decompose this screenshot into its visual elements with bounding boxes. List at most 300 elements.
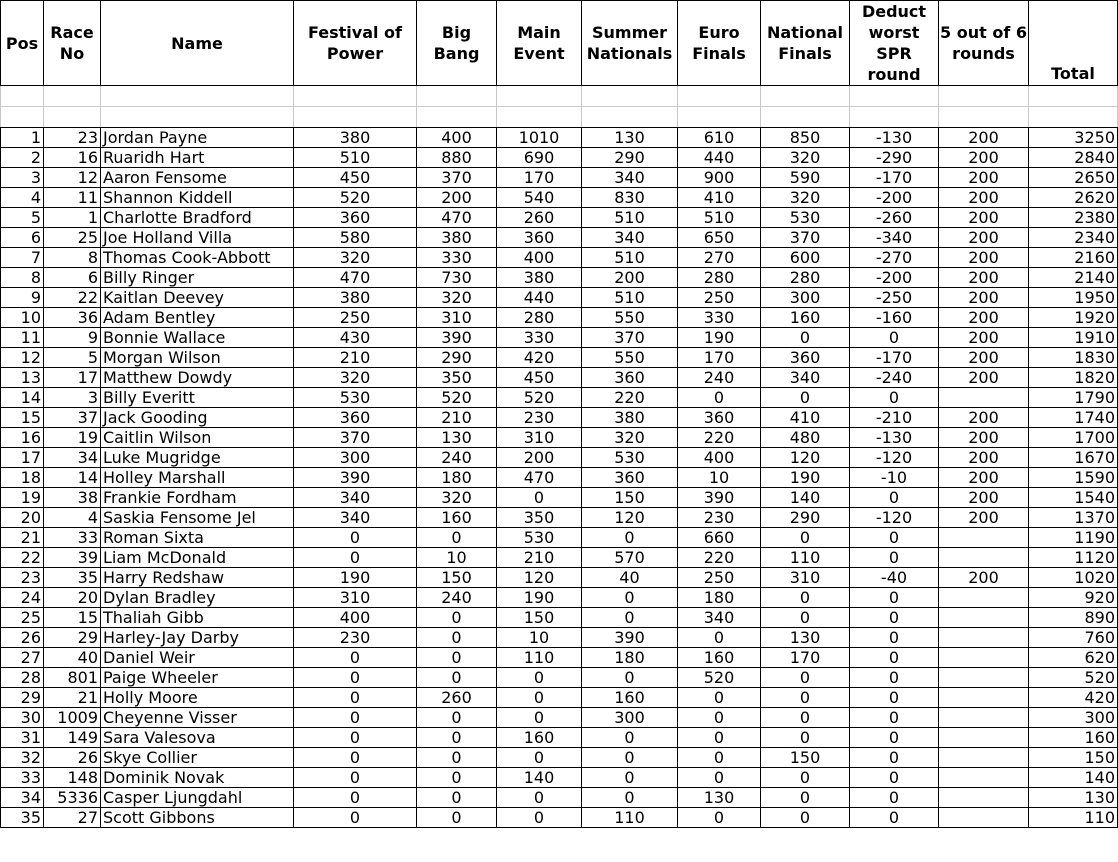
festival-cell[interactable]: 360: [294, 408, 417, 428]
pos-cell[interactable]: 3: [1, 168, 44, 188]
national-finals-cell[interactable]: 320: [761, 188, 850, 208]
total-cell[interactable]: 620: [1029, 648, 1118, 668]
deduct-cell[interactable]: 0: [850, 528, 939, 548]
header-name[interactable]: Name: [101, 1, 294, 86]
race-no-cell[interactable]: 9: [44, 328, 101, 348]
national-finals-cell[interactable]: 0: [761, 608, 850, 628]
name-cell[interactable]: Luke Mugridge: [101, 448, 294, 468]
summer-nationals-cell[interactable]: 0: [582, 668, 678, 688]
empty-cell[interactable]: [497, 86, 582, 107]
pos-cell[interactable]: 32: [1, 748, 44, 768]
national-finals-cell[interactable]: 290: [761, 508, 850, 528]
race-no-cell[interactable]: 34: [44, 448, 101, 468]
total-cell[interactable]: 1910: [1029, 328, 1118, 348]
festival-cell[interactable]: 530: [294, 388, 417, 408]
summer-nationals-cell[interactable]: 130: [582, 128, 678, 148]
race-no-cell[interactable]: 26: [44, 748, 101, 768]
five-of-six-cell[interactable]: [939, 808, 1029, 828]
main-event-cell[interactable]: 0: [497, 788, 582, 808]
deduct-cell[interactable]: -130: [850, 128, 939, 148]
main-event-cell[interactable]: 330: [497, 328, 582, 348]
name-cell[interactable]: Aaron Fensome: [101, 168, 294, 188]
header-main-event[interactable]: Main Event: [497, 1, 582, 86]
big-bang-cell[interactable]: 320: [417, 288, 497, 308]
national-finals-cell[interactable]: 370: [761, 228, 850, 248]
name-cell[interactable]: Jack Gooding: [101, 408, 294, 428]
deduct-cell[interactable]: -200: [850, 268, 939, 288]
total-cell[interactable]: 760: [1029, 628, 1118, 648]
total-cell[interactable]: 300: [1029, 708, 1118, 728]
big-bang-cell[interactable]: 520: [417, 388, 497, 408]
big-bang-cell[interactable]: 310: [417, 308, 497, 328]
five-of-six-cell[interactable]: 200: [939, 488, 1029, 508]
main-event-cell[interactable]: 120: [497, 568, 582, 588]
main-event-cell[interactable]: 230: [497, 408, 582, 428]
euro-finals-cell[interactable]: 390: [678, 488, 761, 508]
total-cell[interactable]: 110: [1029, 808, 1118, 828]
total-cell[interactable]: 890: [1029, 608, 1118, 628]
deduct-cell[interactable]: 0: [850, 628, 939, 648]
pos-cell[interactable]: 30: [1, 708, 44, 728]
pos-cell[interactable]: 33: [1, 768, 44, 788]
header-race-no[interactable]: Race No: [44, 1, 101, 86]
festival-cell[interactable]: 400: [294, 608, 417, 628]
summer-nationals-cell[interactable]: 380: [582, 408, 678, 428]
total-cell[interactable]: 2340: [1029, 228, 1118, 248]
summer-nationals-cell[interactable]: 0: [582, 588, 678, 608]
main-event-cell[interactable]: 540: [497, 188, 582, 208]
name-cell[interactable]: Harley-Jay Darby: [101, 628, 294, 648]
five-of-six-cell[interactable]: [939, 708, 1029, 728]
header-deduct-worst[interactable]: Deduct worst SPR round: [850, 1, 939, 86]
national-finals-cell[interactable]: 0: [761, 588, 850, 608]
euro-finals-cell[interactable]: 360: [678, 408, 761, 428]
empty-cell[interactable]: [678, 86, 761, 107]
name-cell[interactable]: Scott Gibbons: [101, 808, 294, 828]
pos-cell[interactable]: 18: [1, 468, 44, 488]
euro-finals-cell[interactable]: 0: [678, 388, 761, 408]
name-cell[interactable]: Skye Collier: [101, 748, 294, 768]
deduct-cell[interactable]: 0: [850, 688, 939, 708]
race-no-cell[interactable]: 14: [44, 468, 101, 488]
deduct-cell[interactable]: 0: [850, 748, 939, 768]
total-cell[interactable]: 1740: [1029, 408, 1118, 428]
festival-cell[interactable]: 0: [294, 808, 417, 828]
main-event-cell[interactable]: 360: [497, 228, 582, 248]
big-bang-cell[interactable]: 0: [417, 648, 497, 668]
main-event-cell[interactable]: 1010: [497, 128, 582, 148]
name-cell[interactable]: Ruaridh Hart: [101, 148, 294, 168]
euro-finals-cell[interactable]: 340: [678, 608, 761, 628]
big-bang-cell[interactable]: 0: [417, 708, 497, 728]
euro-finals-cell[interactable]: 0: [678, 688, 761, 708]
euro-finals-cell[interactable]: 0: [678, 708, 761, 728]
total-cell[interactable]: 150: [1029, 748, 1118, 768]
pos-cell[interactable]: 31: [1, 728, 44, 748]
five-of-six-cell[interactable]: [939, 548, 1029, 568]
main-event-cell[interactable]: 0: [497, 808, 582, 828]
summer-nationals-cell[interactable]: 570: [582, 548, 678, 568]
five-of-six-cell[interactable]: [939, 788, 1029, 808]
name-cell[interactable]: Cheyenne Visser: [101, 708, 294, 728]
big-bang-cell[interactable]: 290: [417, 348, 497, 368]
main-event-cell[interactable]: 210: [497, 548, 582, 568]
national-finals-cell[interactable]: 300: [761, 288, 850, 308]
euro-finals-cell[interactable]: 610: [678, 128, 761, 148]
empty-cell[interactable]: [1, 107, 44, 128]
header-festival-of-power[interactable]: Festival of Power: [294, 1, 417, 86]
total-cell[interactable]: 3250: [1029, 128, 1118, 148]
empty-cell[interactable]: [582, 107, 678, 128]
main-event-cell[interactable]: 0: [497, 748, 582, 768]
pos-cell[interactable]: 7: [1, 248, 44, 268]
race-no-cell[interactable]: 1009: [44, 708, 101, 728]
big-bang-cell[interactable]: 730: [417, 268, 497, 288]
summer-nationals-cell[interactable]: 0: [582, 608, 678, 628]
deduct-cell[interactable]: -210: [850, 408, 939, 428]
festival-cell[interactable]: 0: [294, 728, 417, 748]
festival-cell[interactable]: 320: [294, 368, 417, 388]
national-finals-cell[interactable]: 0: [761, 528, 850, 548]
national-finals-cell[interactable]: 850: [761, 128, 850, 148]
summer-nationals-cell[interactable]: 220: [582, 388, 678, 408]
summer-nationals-cell[interactable]: 300: [582, 708, 678, 728]
name-cell[interactable]: Billy Everitt: [101, 388, 294, 408]
pos-cell[interactable]: 10: [1, 308, 44, 328]
pos-cell[interactable]: 19: [1, 488, 44, 508]
festival-cell[interactable]: 520: [294, 188, 417, 208]
empty-cell[interactable]: [44, 86, 101, 107]
pos-cell[interactable]: 21: [1, 528, 44, 548]
race-no-cell[interactable]: 11: [44, 188, 101, 208]
euro-finals-cell[interactable]: 0: [678, 748, 761, 768]
national-finals-cell[interactable]: 410: [761, 408, 850, 428]
race-no-cell[interactable]: 21: [44, 688, 101, 708]
race-no-cell[interactable]: 15: [44, 608, 101, 628]
festival-cell[interactable]: 0: [294, 648, 417, 668]
total-cell[interactable]: 2650: [1029, 168, 1118, 188]
deduct-cell[interactable]: -250: [850, 288, 939, 308]
empty-cell[interactable]: [417, 107, 497, 128]
deduct-cell[interactable]: 0: [850, 648, 939, 668]
deduct-cell[interactable]: -120: [850, 508, 939, 528]
race-no-cell[interactable]: 8: [44, 248, 101, 268]
national-finals-cell[interactable]: 530: [761, 208, 850, 228]
pos-cell[interactable]: 6: [1, 228, 44, 248]
five-of-six-cell[interactable]: 200: [939, 408, 1029, 428]
big-bang-cell[interactable]: 0: [417, 748, 497, 768]
name-cell[interactable]: Saskia Fensome Jel: [101, 508, 294, 528]
national-finals-cell[interactable]: 0: [761, 328, 850, 348]
main-event-cell[interactable]: 530: [497, 528, 582, 548]
euro-finals-cell[interactable]: 660: [678, 528, 761, 548]
summer-nationals-cell[interactable]: 510: [582, 248, 678, 268]
euro-finals-cell[interactable]: 240: [678, 368, 761, 388]
euro-finals-cell[interactable]: 0: [678, 808, 761, 828]
euro-finals-cell[interactable]: 130: [678, 788, 761, 808]
euro-finals-cell[interactable]: 510: [678, 208, 761, 228]
five-of-six-cell[interactable]: [939, 588, 1029, 608]
header-summer-nationals[interactable]: Summer Nationals: [582, 1, 678, 86]
summer-nationals-cell[interactable]: 510: [582, 288, 678, 308]
main-event-cell[interactable]: 350: [497, 508, 582, 528]
festival-cell[interactable]: 320: [294, 248, 417, 268]
name-cell[interactable]: Adam Bentley: [101, 308, 294, 328]
deduct-cell[interactable]: 0: [850, 708, 939, 728]
big-bang-cell[interactable]: 200: [417, 188, 497, 208]
pos-cell[interactable]: 20: [1, 508, 44, 528]
festival-cell[interactable]: 210: [294, 348, 417, 368]
five-of-six-cell[interactable]: [939, 688, 1029, 708]
pos-cell[interactable]: 29: [1, 688, 44, 708]
big-bang-cell[interactable]: 0: [417, 528, 497, 548]
big-bang-cell[interactable]: 180: [417, 468, 497, 488]
summer-nationals-cell[interactable]: 0: [582, 768, 678, 788]
national-finals-cell[interactable]: 190: [761, 468, 850, 488]
name-cell[interactable]: Jordan Payne: [101, 128, 294, 148]
total-cell[interactable]: 1540: [1029, 488, 1118, 508]
name-cell[interactable]: Joe Holland Villa: [101, 228, 294, 248]
main-event-cell[interactable]: 470: [497, 468, 582, 488]
pos-cell[interactable]: 15: [1, 408, 44, 428]
header-pos[interactable]: Pos: [1, 1, 44, 86]
main-event-cell[interactable]: 520: [497, 388, 582, 408]
summer-nationals-cell[interactable]: 0: [582, 788, 678, 808]
euro-finals-cell[interactable]: 900: [678, 168, 761, 188]
deduct-cell[interactable]: 0: [850, 588, 939, 608]
name-cell[interactable]: Daniel Weir: [101, 648, 294, 668]
pos-cell[interactable]: 22: [1, 548, 44, 568]
main-event-cell[interactable]: 160: [497, 728, 582, 748]
race-no-cell[interactable]: 12: [44, 168, 101, 188]
deduct-cell[interactable]: -340: [850, 228, 939, 248]
festival-cell[interactable]: 380: [294, 288, 417, 308]
race-no-cell[interactable]: 801: [44, 668, 101, 688]
festival-cell[interactable]: 380: [294, 128, 417, 148]
five-of-six-cell[interactable]: 200: [939, 308, 1029, 328]
national-finals-cell[interactable]: 0: [761, 788, 850, 808]
festival-cell[interactable]: 340: [294, 488, 417, 508]
name-cell[interactable]: Liam McDonald: [101, 548, 294, 568]
summer-nationals-cell[interactable]: 40: [582, 568, 678, 588]
empty-cell[interactable]: [939, 86, 1029, 107]
five-of-six-cell[interactable]: [939, 388, 1029, 408]
name-cell[interactable]: Charlotte Bradford: [101, 208, 294, 228]
festival-cell[interactable]: 390: [294, 468, 417, 488]
pos-cell[interactable]: 28: [1, 668, 44, 688]
euro-finals-cell[interactable]: 230: [678, 508, 761, 528]
festival-cell[interactable]: 310: [294, 588, 417, 608]
euro-finals-cell[interactable]: 160: [678, 648, 761, 668]
euro-finals-cell[interactable]: 650: [678, 228, 761, 248]
deduct-cell[interactable]: -40: [850, 568, 939, 588]
big-bang-cell[interactable]: 320: [417, 488, 497, 508]
race-no-cell[interactable]: 38: [44, 488, 101, 508]
national-finals-cell[interactable]: 170: [761, 648, 850, 668]
five-of-six-cell[interactable]: [939, 648, 1029, 668]
big-bang-cell[interactable]: 330: [417, 248, 497, 268]
empty-cell[interactable]: [678, 107, 761, 128]
euro-finals-cell[interactable]: 250: [678, 288, 761, 308]
national-finals-cell[interactable]: 0: [761, 668, 850, 688]
national-finals-cell[interactable]: 0: [761, 768, 850, 788]
summer-nationals-cell[interactable]: 320: [582, 428, 678, 448]
deduct-cell[interactable]: 0: [850, 668, 939, 688]
race-no-cell[interactable]: 6: [44, 268, 101, 288]
total-cell[interactable]: 160: [1029, 728, 1118, 748]
summer-nationals-cell[interactable]: 370: [582, 328, 678, 348]
race-no-cell[interactable]: 19: [44, 428, 101, 448]
total-cell[interactable]: 130: [1029, 788, 1118, 808]
big-bang-cell[interactable]: 0: [417, 728, 497, 748]
euro-finals-cell[interactable]: 10: [678, 468, 761, 488]
summer-nationals-cell[interactable]: 290: [582, 148, 678, 168]
pos-cell[interactable]: 1: [1, 128, 44, 148]
main-event-cell[interactable]: 0: [497, 668, 582, 688]
pos-cell[interactable]: 16: [1, 428, 44, 448]
deduct-cell[interactable]: -130: [850, 428, 939, 448]
summer-nationals-cell[interactable]: 340: [582, 168, 678, 188]
five-of-six-cell[interactable]: 200: [939, 168, 1029, 188]
summer-nationals-cell[interactable]: 550: [582, 308, 678, 328]
euro-finals-cell[interactable]: 270: [678, 248, 761, 268]
main-event-cell[interactable]: 190: [497, 588, 582, 608]
total-cell[interactable]: 1820: [1029, 368, 1118, 388]
pos-cell[interactable]: 34: [1, 788, 44, 808]
pos-cell[interactable]: 11: [1, 328, 44, 348]
empty-cell[interactable]: [761, 107, 850, 128]
pos-cell[interactable]: 26: [1, 628, 44, 648]
summer-nationals-cell[interactable]: 120: [582, 508, 678, 528]
five-of-six-cell[interactable]: 200: [939, 268, 1029, 288]
race-no-cell[interactable]: 4: [44, 508, 101, 528]
empty-cell[interactable]: [44, 107, 101, 128]
name-cell[interactable]: Thaliah Gibb: [101, 608, 294, 628]
national-finals-cell[interactable]: 340: [761, 368, 850, 388]
summer-nationals-cell[interactable]: 0: [582, 528, 678, 548]
summer-nationals-cell[interactable]: 550: [582, 348, 678, 368]
national-finals-cell[interactable]: 110: [761, 548, 850, 568]
euro-finals-cell[interactable]: 330: [678, 308, 761, 328]
empty-cell[interactable]: [101, 86, 294, 107]
pos-cell[interactable]: 2: [1, 148, 44, 168]
deduct-cell[interactable]: 0: [850, 328, 939, 348]
euro-finals-cell[interactable]: 400: [678, 448, 761, 468]
empty-cell[interactable]: [850, 86, 939, 107]
summer-nationals-cell[interactable]: 530: [582, 448, 678, 468]
race-no-cell[interactable]: 22: [44, 288, 101, 308]
deduct-cell[interactable]: 0: [850, 728, 939, 748]
pos-cell[interactable]: 25: [1, 608, 44, 628]
summer-nationals-cell[interactable]: 830: [582, 188, 678, 208]
main-event-cell[interactable]: 0: [497, 688, 582, 708]
main-event-cell[interactable]: 690: [497, 148, 582, 168]
name-cell[interactable]: Caitlin Wilson: [101, 428, 294, 448]
national-finals-cell[interactable]: 600: [761, 248, 850, 268]
name-cell[interactable]: Holley Marshall: [101, 468, 294, 488]
total-cell[interactable]: 1920: [1029, 308, 1118, 328]
five-of-six-cell[interactable]: 200: [939, 568, 1029, 588]
pos-cell[interactable]: 13: [1, 368, 44, 388]
name-cell[interactable]: Harry Redshaw: [101, 568, 294, 588]
national-finals-cell[interactable]: 0: [761, 388, 850, 408]
empty-cell[interactable]: [850, 107, 939, 128]
five-of-six-cell[interactable]: 200: [939, 208, 1029, 228]
total-cell[interactable]: 920: [1029, 588, 1118, 608]
deduct-cell[interactable]: -240: [850, 368, 939, 388]
deduct-cell[interactable]: -270: [850, 248, 939, 268]
name-cell[interactable]: Frankie Fordham: [101, 488, 294, 508]
national-finals-cell[interactable]: 0: [761, 708, 850, 728]
big-bang-cell[interactable]: 210: [417, 408, 497, 428]
five-of-six-cell[interactable]: [939, 628, 1029, 648]
race-no-cell[interactable]: 37: [44, 408, 101, 428]
main-event-cell[interactable]: 110: [497, 648, 582, 668]
race-no-cell[interactable]: 148: [44, 768, 101, 788]
race-no-cell[interactable]: 36: [44, 308, 101, 328]
five-of-six-cell[interactable]: 200: [939, 508, 1029, 528]
big-bang-cell[interactable]: 470: [417, 208, 497, 228]
header-big-bang[interactable]: Big Bang: [417, 1, 497, 86]
name-cell[interactable]: Thomas Cook-Abbott: [101, 248, 294, 268]
summer-nationals-cell[interactable]: 390: [582, 628, 678, 648]
pos-cell[interactable]: 24: [1, 588, 44, 608]
big-bang-cell[interactable]: 400: [417, 128, 497, 148]
total-cell[interactable]: 2840: [1029, 148, 1118, 168]
main-event-cell[interactable]: 10: [497, 628, 582, 648]
main-event-cell[interactable]: 400: [497, 248, 582, 268]
festival-cell[interactable]: 360: [294, 208, 417, 228]
pos-cell[interactable]: 27: [1, 648, 44, 668]
total-cell[interactable]: 1700: [1029, 428, 1118, 448]
name-cell[interactable]: Bonnie Wallace: [101, 328, 294, 348]
race-no-cell[interactable]: 29: [44, 628, 101, 648]
five-of-six-cell[interactable]: 200: [939, 468, 1029, 488]
name-cell[interactable]: Roman Sixta: [101, 528, 294, 548]
big-bang-cell[interactable]: 0: [417, 668, 497, 688]
race-no-cell[interactable]: 39: [44, 548, 101, 568]
pos-cell[interactable]: 5: [1, 208, 44, 228]
summer-nationals-cell[interactable]: 340: [582, 228, 678, 248]
festival-cell[interactable]: 190: [294, 568, 417, 588]
festival-cell[interactable]: 250: [294, 308, 417, 328]
name-cell[interactable]: Paige Wheeler: [101, 668, 294, 688]
five-of-six-cell[interactable]: [939, 728, 1029, 748]
summer-nationals-cell[interactable]: 360: [582, 468, 678, 488]
empty-cell[interactable]: [1029, 107, 1118, 128]
main-event-cell[interactable]: 0: [497, 488, 582, 508]
big-bang-cell[interactable]: 0: [417, 788, 497, 808]
festival-cell[interactable]: 470: [294, 268, 417, 288]
total-cell[interactable]: 420: [1029, 688, 1118, 708]
festival-cell[interactable]: 0: [294, 788, 417, 808]
main-event-cell[interactable]: 440: [497, 288, 582, 308]
summer-nationals-cell[interactable]: 0: [582, 728, 678, 748]
five-of-six-cell[interactable]: 200: [939, 328, 1029, 348]
race-no-cell[interactable]: 20: [44, 588, 101, 608]
big-bang-cell[interactable]: 260: [417, 688, 497, 708]
national-finals-cell[interactable]: 590: [761, 168, 850, 188]
big-bang-cell[interactable]: 370: [417, 168, 497, 188]
deduct-cell[interactable]: 0: [850, 548, 939, 568]
total-cell[interactable]: 2140: [1029, 268, 1118, 288]
main-event-cell[interactable]: 140: [497, 768, 582, 788]
euro-finals-cell[interactable]: 180: [678, 588, 761, 608]
big-bang-cell[interactable]: 880: [417, 148, 497, 168]
summer-nationals-cell[interactable]: 510: [582, 208, 678, 228]
race-no-cell[interactable]: 33: [44, 528, 101, 548]
race-no-cell[interactable]: 5336: [44, 788, 101, 808]
